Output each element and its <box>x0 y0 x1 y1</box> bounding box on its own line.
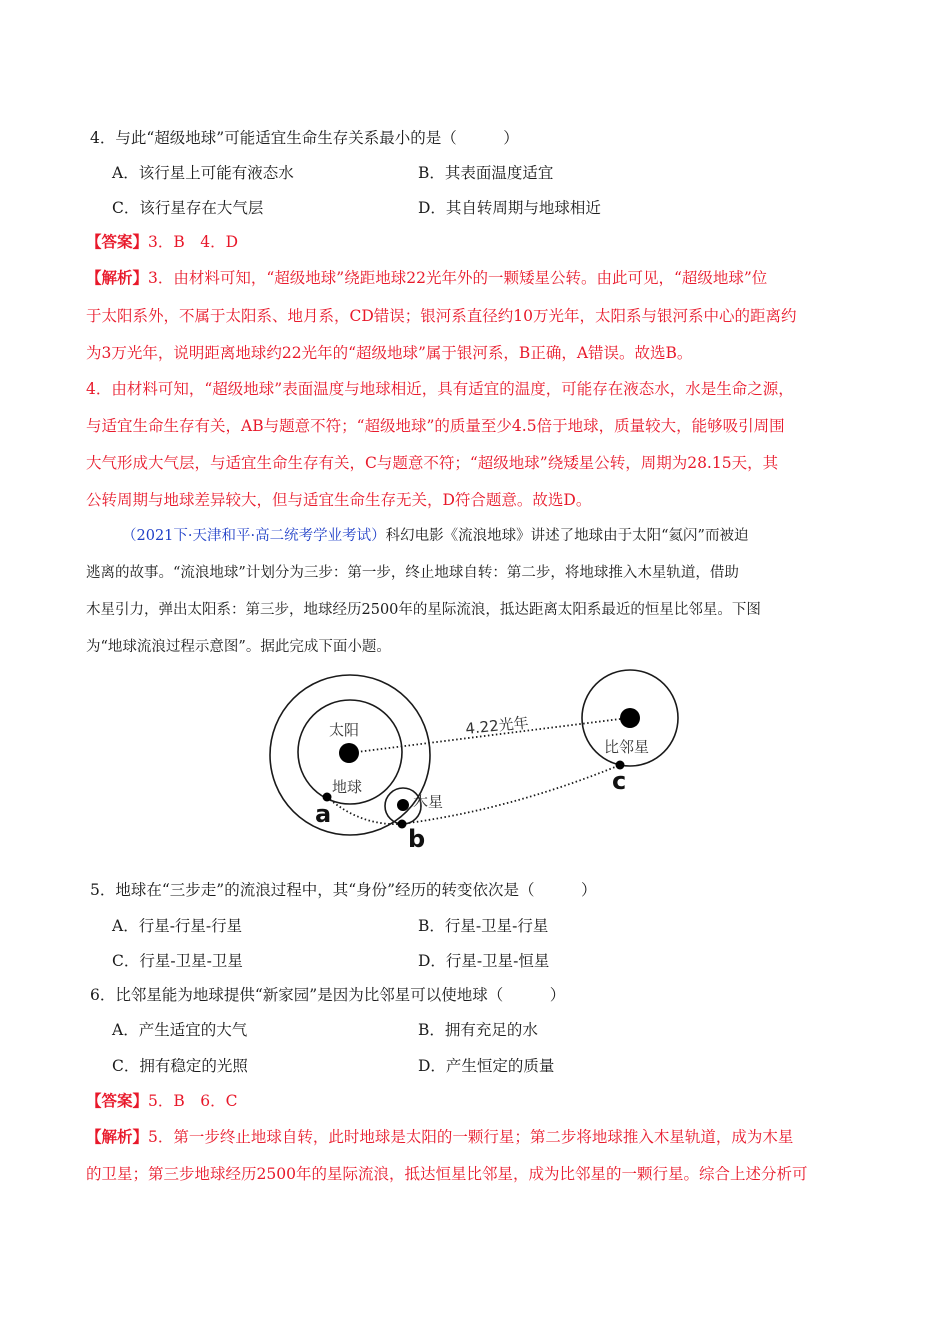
answer-tag: 【答案】 <box>86 232 149 251</box>
q5-option-c: C．行星-卫星-卫星 <box>112 952 243 970</box>
q6-option-b: B．拥有充足的水 <box>418 1021 538 1039</box>
material-text: 科幻电影《流浪地球》讲述了地球由于太阳“氦闪”而被迫 <box>385 528 749 544</box>
q4-option-d: D．其自转周期与地球相近 <box>418 199 601 217</box>
answer-text: 3．B 4．D <box>148 233 239 251</box>
analysis-1-line-4: 4．由材料可知，“超级地球”表面温度与地球相近，具有适宜的温度，可能存在液态水，水是生命之源， <box>86 380 794 398</box>
answer-tag: 【答案】 <box>86 1091 149 1110</box>
q4-option-c: C．该行星存在大气层 <box>112 199 264 217</box>
q6-option-c: C．拥有稳定的光照 <box>112 1057 248 1075</box>
analysis-1-line-2: 于太阳系外，不属于太阳系、地月系，CD错误；银河系直径约10万光年，太阳系与银河系中心的距离约 <box>86 307 797 325</box>
analysis-1-line-7: 公转周期与地球差异较大，但与适宜生命生存无关，D符合题意。故选D。 <box>86 491 592 509</box>
q5-option-b: B．行星-卫星-行星 <box>418 917 549 935</box>
point-a-label: a <box>315 800 332 828</box>
material-line-3: 木星引力，弹出太阳系：第三步，地球经历2500年的星际流浪，抵达距离太阳系最近的恒星比邻星。下图 <box>86 602 761 618</box>
analysis-line: 5．第一步终止地球自转，此时地球是太阳的一颗行星；第二步将地球推入木星轨道，成为木星 <box>148 1128 794 1146</box>
analysis-1-line-6: 大气形成大气层，与适宜生命生存有关，C与题意不符；“超级地球”绕矮星公转，周期为28.15天，其 <box>86 454 779 472</box>
point-c-label: c <box>612 767 627 795</box>
earth-label: 地球 <box>332 778 363 796</box>
answer-block-2 <box>86 1091 238 1111</box>
point-b-label: b <box>408 825 426 853</box>
q5-option-d: D．行星-卫星-恒星 <box>418 952 550 970</box>
answer-text: 5．B 6．C <box>148 1092 238 1110</box>
material-line-2: 逃离的故事。“流浪地球”计划分为三步：第一步，终止地球自转：第二步，将地球推入木星轨道，借助 <box>86 565 739 581</box>
path-a-to-b <box>327 797 401 824</box>
analysis-line: 3．由材料可知，“超级地球”绕距地球22光年外的一颗矮星公转。由此可见，“超级地球”位 <box>148 269 768 287</box>
analysis-1-line-5: 与适宜生命生存有关，AB与题意不符；“超级地球”的质量至少4.5倍于地球，质量较大，能够吸引周围 <box>86 417 785 435</box>
distance-label: 4.22光年 <box>464 713 530 738</box>
q5-stem: 5．地球在“三步走”的流浪过程中，其“身份”经历的转变依次是（ ） <box>90 881 597 899</box>
analysis-block-2-line-1 <box>86 1127 793 1147</box>
proxima-body <box>620 708 640 728</box>
analysis-2-line-2: 的卫星；第三步地球经历2500年的星际流浪，抵达恒星比邻星，成为比邻星的一颗行星。综合上述分析可 <box>86 1165 808 1183</box>
q4-stem: 4．与此“超级地球”可能适宜生命生存关系最小的是（ ） <box>90 129 519 147</box>
q6-stem: 6．比邻星能为地球提供“新家园”是因为比邻星可以使地球（ ） <box>90 986 566 1004</box>
material-line-4: 为“地球流浪过程示意图”。据此完成下面小题。 <box>86 639 391 655</box>
q4-option-b: B．其表面温度适宜 <box>418 164 554 182</box>
jupiter-label: 木星 <box>413 793 444 811</box>
q5-option-a: A．行星-行星-行星 <box>112 917 243 935</box>
q6-option-a: A．产生适宜的大气 <box>112 1021 248 1039</box>
q4-option-a: A．该行星上可能有液态水 <box>112 164 294 182</box>
proxima-label: 比邻星 <box>604 738 650 756</box>
source-label: （2021下·天津和平·高二统考学业考试） <box>122 528 386 544</box>
sun-body <box>339 743 359 763</box>
point-b-dot <box>398 820 407 829</box>
sun-label: 太阳 <box>329 721 360 739</box>
q6-option-d: D．产生恒定的质量 <box>418 1057 555 1075</box>
analysis-1-line-3: 为3万光年，说明距离地球约22光年的“超级地球”属于银河系，B正确，A错误。故选B。 <box>86 344 693 362</box>
analysis-tag: 【解析】 <box>86 268 149 287</box>
analysis-tag: 【解析】 <box>86 1127 149 1146</box>
jupiter-body <box>397 799 409 811</box>
